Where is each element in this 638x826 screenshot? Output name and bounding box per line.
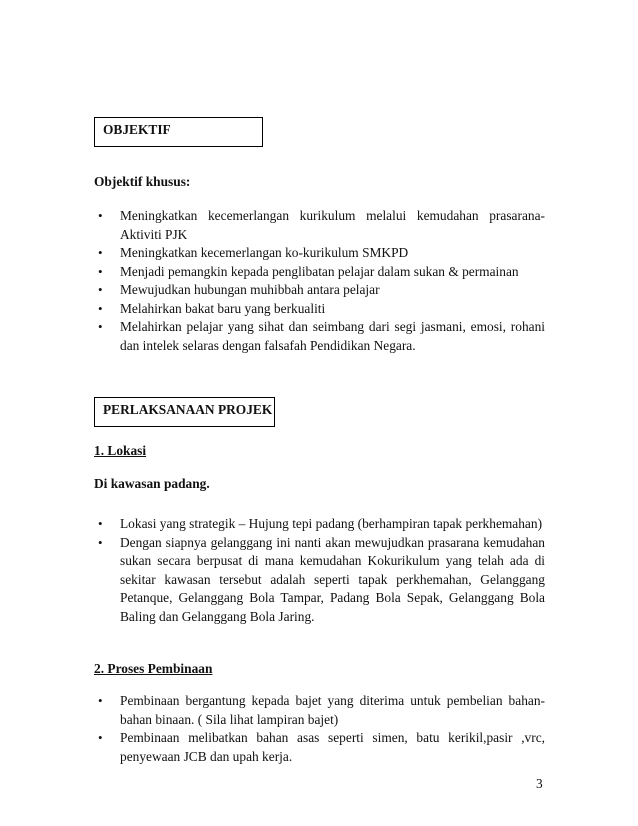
objektif-list bbox=[120, 207, 545, 355]
list-item: • Menjadi pemangkin kepada penglibatan pelajar dalam sukan & permainan bbox=[120, 263, 545, 282]
lokasi-heading: 1. Lokasi bbox=[94, 443, 147, 458]
list-item: • Lokasi yang strategik – Hujung tepi padang (berhampiran tapak perkhemahan) bbox=[120, 515, 545, 534]
list-item: • Meningkatkan kecemerlangan kurikulum melalui kemudahan prasarana-Aktiviti PJK bbox=[120, 207, 545, 244]
perlaksanaan-box: PERLAKSANAAN PROJEK bbox=[94, 397, 275, 427]
proses-list bbox=[120, 692, 545, 766]
page-number: 3 bbox=[536, 776, 543, 791]
list-item: • Dengan siapnya gelanggang ini nanti akan mewujudkan prasarana kemudahan sukan secara berpusat di mana kemudahan Kokurikulum yang telah ada di sekitar kawasan tersebut adalah seperti tapak perkhemahan, Gelanggang Petanque, Gelanggang Bola Tampar, Padang Bola Sepak, Gelanggang Bola Baling dan Gelanggang Bola Jaring. bbox=[120, 534, 545, 627]
list-item: • Pembinaan melibatkan bahan asas seperti simen, batu kerikil,pasir ,vrc, penyewaan JCB dan upah kerja. bbox=[120, 729, 545, 766]
list-item: • Melahirkan bakat baru yang berkualiti bbox=[120, 300, 545, 319]
proses-heading: 2. Proses Pembinaan bbox=[94, 661, 213, 676]
list-item: • Meningkatkan kecemerlangan ko-kurikulum SMKPD bbox=[120, 244, 545, 263]
objektif-khusus-heading: Objektif khusus: bbox=[94, 174, 191, 189]
lokasi-list bbox=[120, 515, 545, 626]
objektif-box: OBJEKTIF bbox=[94, 117, 263, 147]
lokasi-subheading: Di kawasan padang. bbox=[94, 476, 210, 491]
list-item: • Pembinaan bergantung kepada bajet yang diterima untuk pembelian bahan-bahan binaan. ( Sila lihat lampiran bajet) bbox=[120, 692, 545, 729]
list-item: • Melahirkan pelajar yang sihat dan seimbang dari segi jasmani, emosi, rohani dan intelek selaras dengan falsafah Pendidikan Negara. bbox=[120, 318, 545, 355]
list-item: • Mewujudkan hubungan muhibbah antara pelajar bbox=[120, 281, 545, 300]
